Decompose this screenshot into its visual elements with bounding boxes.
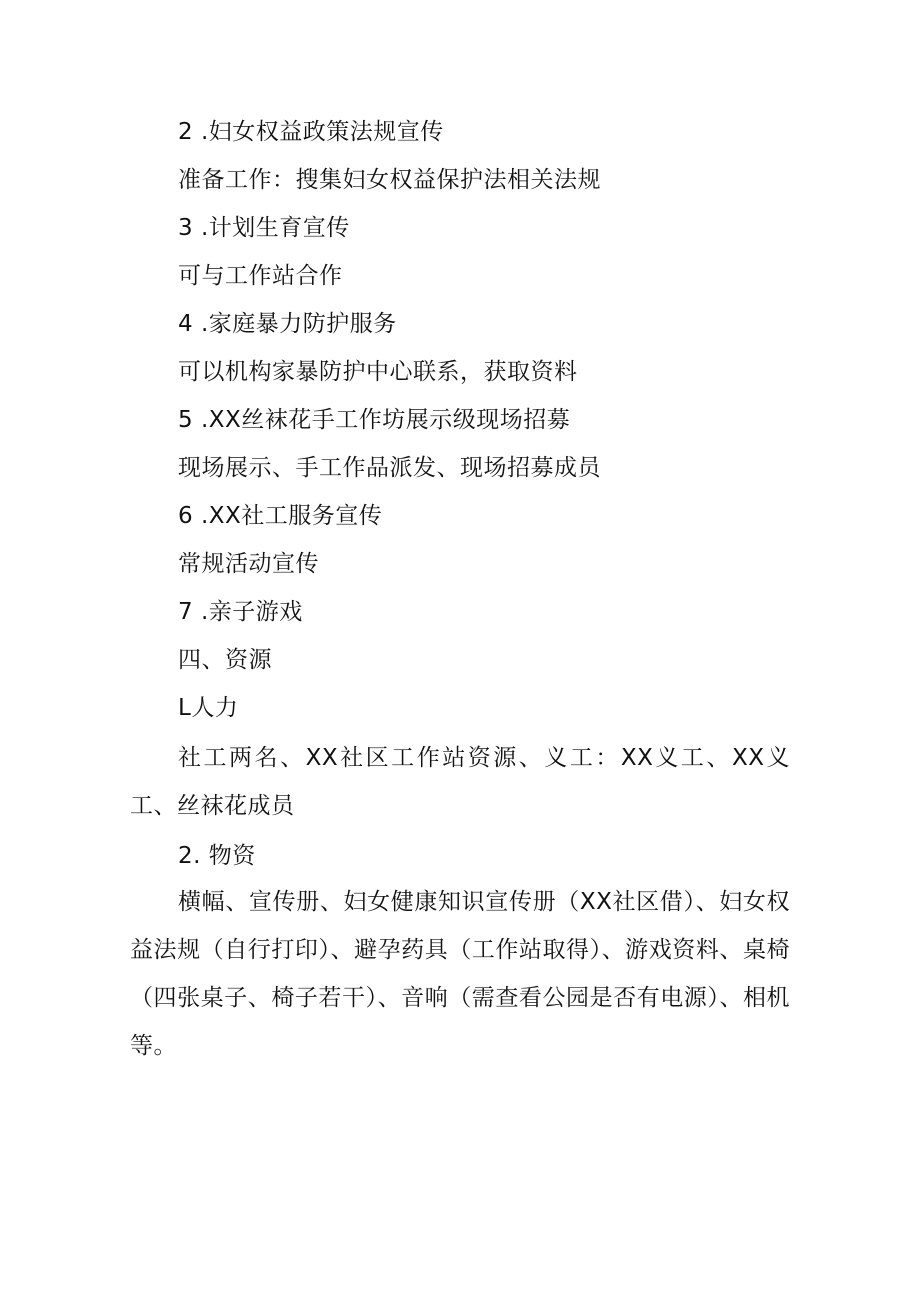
item-domestic-violence-heading: 4 .家庭暴力防护服务 — [178, 311, 397, 337]
workshop-text: 现场展示、手工作品派发、现场招募成员 — [178, 455, 601, 481]
item-workshop-heading: 5 .XX丝袜花手工作坊展示级现场招募 — [178, 407, 571, 433]
routine-activity-text: 常规活动宣传 — [178, 551, 319, 577]
section-resources-heading: 四、资源 — [178, 647, 272, 673]
item-family-planning-heading: 3 .计划生育宣传 — [178, 215, 350, 241]
materials-heading: 2. 物资 — [178, 843, 256, 869]
manpower-paragraph: 社工两名、XX社区工作站资源、义工：XX义工、XX义工、丝袜花成员 — [130, 745, 790, 819]
item-parent-child-game-heading: 7 .亲子游戏 — [178, 599, 303, 625]
preparation-text: 准备工作：搜集妇女权益保护法相关法规 — [178, 167, 601, 193]
item-social-work-heading: 6 .XX社工服务宣传 — [178, 503, 383, 529]
materials-paragraph: 横幅、宣传册、妇女健康知识宣传册（XX社区借）、妇女权益法规（自行打印）、避孕药具（工作站取得）、游戏资料、桌椅（四张桌子、椅子若干）、音响（需查看公园是否有电源）、相机等。 — [130, 889, 790, 1059]
contact-text: 可以机构家暴防护中心联系，获取资料 — [178, 359, 578, 385]
manpower-heading: L人力 — [178, 695, 239, 721]
cooperation-text: 可与工作站合作 — [178, 263, 343, 289]
item-women-rights-heading: 2 .妇女权益政策法规宣传 — [178, 119, 444, 145]
